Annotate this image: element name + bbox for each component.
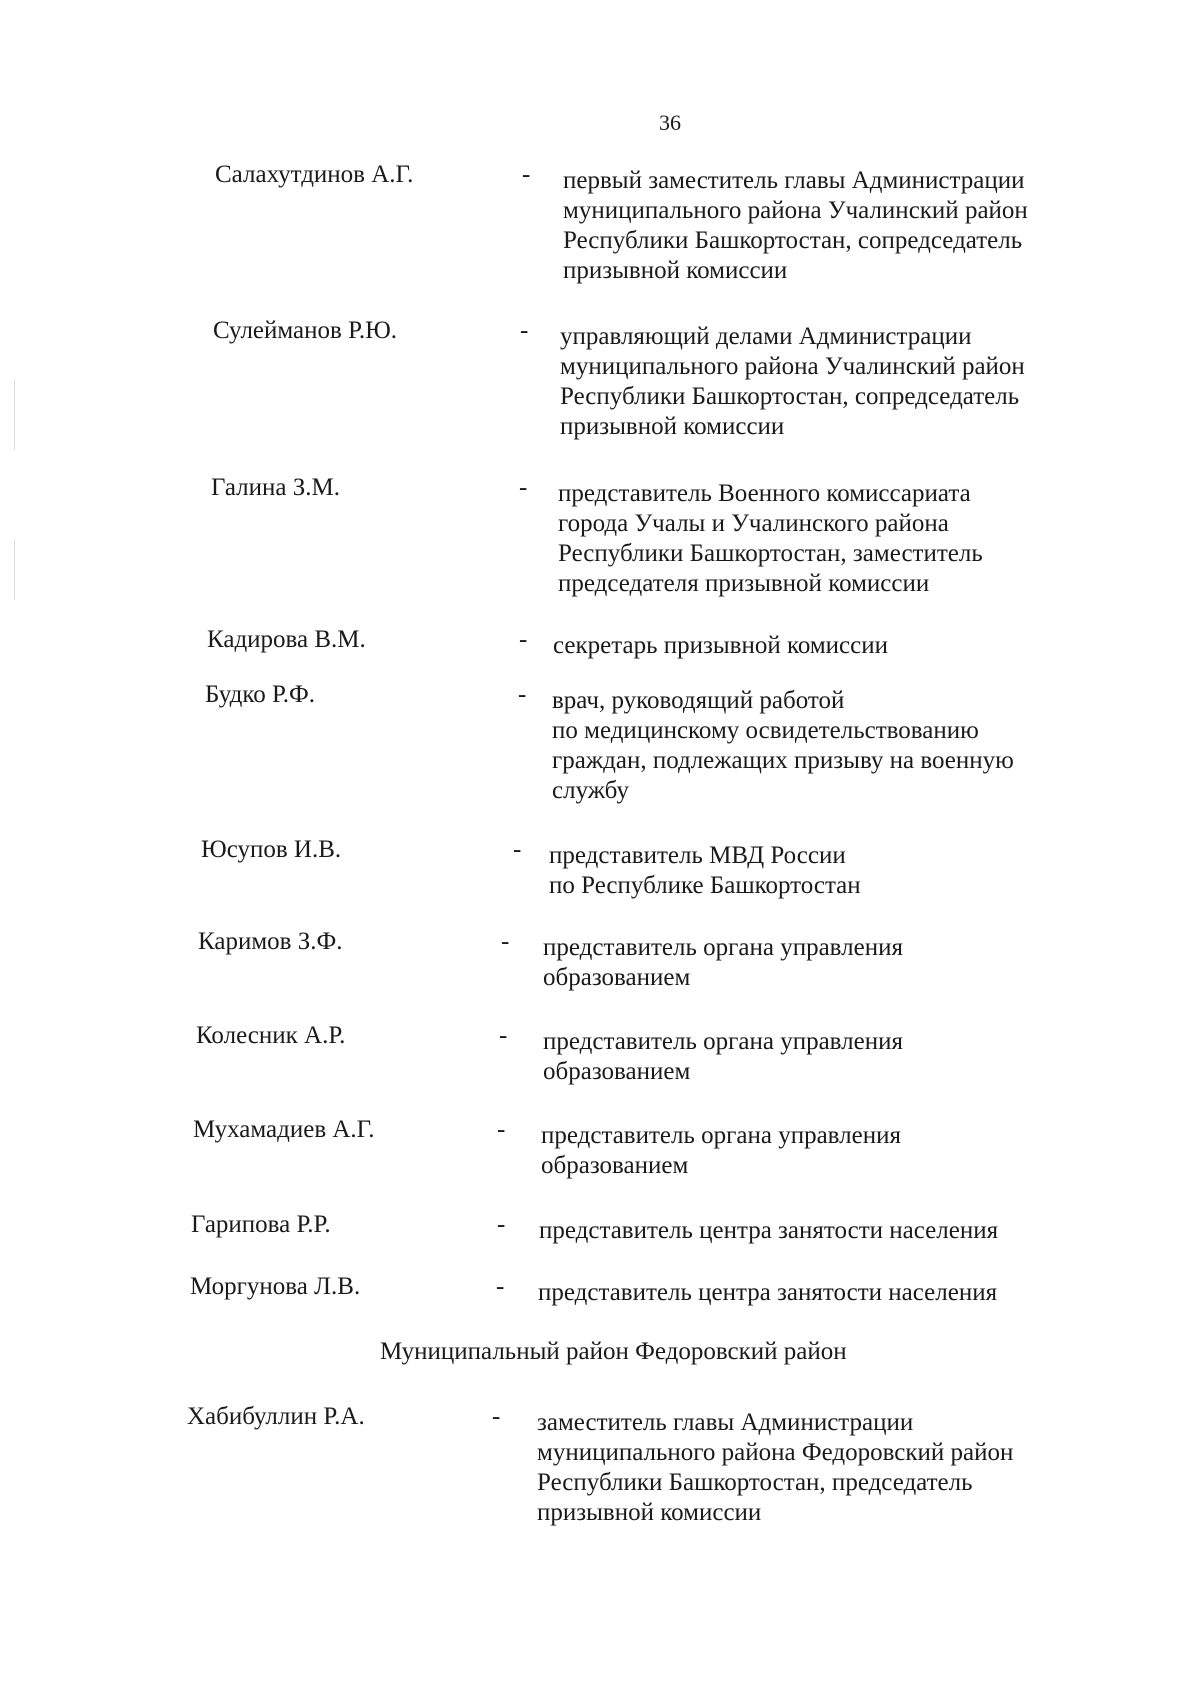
role-line: представитель МВД России (549, 842, 846, 869)
member-dash: - (519, 626, 528, 653)
member-dash: - (501, 928, 510, 955)
member-role (543, 933, 1063, 993)
member-role (538, 1278, 1058, 1308)
role-line: призывной комиссии (537, 1499, 762, 1526)
role-line: города Учалы и Учалинского района (558, 510, 949, 537)
member-role (539, 1216, 1059, 1246)
scan-mark (14, 540, 15, 600)
role-line: представитель органа управления (543, 1028, 903, 1055)
role-line: представитель центра занятости населения (538, 1279, 998, 1306)
member-dash: - (497, 1116, 506, 1143)
member-name: Юсупов И.В. (201, 836, 342, 863)
role-line: по Республике Башкортостан (549, 872, 861, 899)
member-dash: - (499, 1022, 508, 1049)
role-line: муниципального района Учалинский район (560, 353, 1025, 380)
member-dash: - (513, 836, 522, 863)
role-line: секретарь призывной комиссии (553, 632, 889, 659)
role-line: представитель органа управления (543, 934, 903, 961)
role-line: образованием (543, 964, 691, 991)
member-name: Мухамадиев А.Г. (193, 1116, 375, 1143)
section-heading: Муниципальный район Федоровский район (380, 1338, 847, 1365)
member-role (560, 322, 1080, 442)
page-number: 36 (659, 110, 681, 135)
role-line: Республики Башкортостан, сопредседатель (560, 383, 1020, 410)
role-line: первый заместитель главы Администрации (563, 167, 1025, 194)
role-line: Республики Башкортостан, заместитель (558, 540, 983, 567)
member-dash: - (519, 474, 528, 501)
member-name: Моргунова Л.В. (190, 1273, 361, 1300)
role-line: по медицинскому освидетельствованию (552, 717, 979, 744)
member-role (549, 841, 1069, 901)
member-name: Колесник А.Р. (196, 1022, 346, 1049)
role-line: председателя призывной комиссии (558, 570, 930, 597)
member-dash: - (496, 1273, 505, 1300)
member-role (563, 166, 1083, 286)
member-role (537, 1408, 1057, 1528)
member-name: Каримов З.Ф. (198, 928, 343, 955)
role-line: Республики Башкортостан, председатель (537, 1469, 973, 1496)
role-line: службу (552, 777, 629, 804)
member-name: Гарипова Р.Р. (191, 1211, 331, 1238)
role-line: заместитель главы Администрации (537, 1409, 914, 1436)
role-line: Республики Башкортостан, сопредседатель (563, 227, 1023, 254)
member-name: Салахутдинов А.Г. (215, 161, 414, 188)
member-role (553, 631, 1073, 661)
role-line: представитель Военного комиссариата (558, 480, 971, 507)
role-line: муниципального района Федоровский район (537, 1439, 1014, 1466)
scan-mark (14, 380, 15, 450)
role-line: граждан, подлежащих призыву на военную (552, 747, 1014, 774)
member-dash: - (497, 1211, 506, 1238)
member-role (543, 1027, 1063, 1087)
role-line: призывной комиссии (560, 413, 785, 440)
member-role (558, 479, 1078, 599)
member-dash: - (520, 317, 529, 344)
role-line: образованием (543, 1058, 691, 1085)
member-name: Сулейманов Р.Ю. (213, 317, 398, 344)
member-dash: - (518, 681, 527, 708)
member-role (541, 1121, 1061, 1181)
role-line: представитель органа управления (541, 1122, 901, 1149)
role-line: управляющий делами Администрации (560, 323, 972, 350)
member-name: Кадирова В.М. (207, 626, 366, 653)
role-line: призывной комиссии (563, 257, 788, 284)
member-name: Галина З.М. (211, 474, 340, 501)
role-line: врач, руководящий работой (552, 687, 845, 714)
member-dash: - (492, 1403, 501, 1430)
member-name: Хабибуллин Р.А. (187, 1403, 365, 1430)
role-line: муниципального района Учалинский район (563, 197, 1028, 224)
member-dash: - (522, 161, 531, 188)
role-line: представитель центра занятости населения (539, 1217, 999, 1244)
role-line: образованием (541, 1152, 689, 1179)
member-name: Будко Р.Ф. (205, 681, 316, 708)
member-role (552, 686, 1072, 806)
